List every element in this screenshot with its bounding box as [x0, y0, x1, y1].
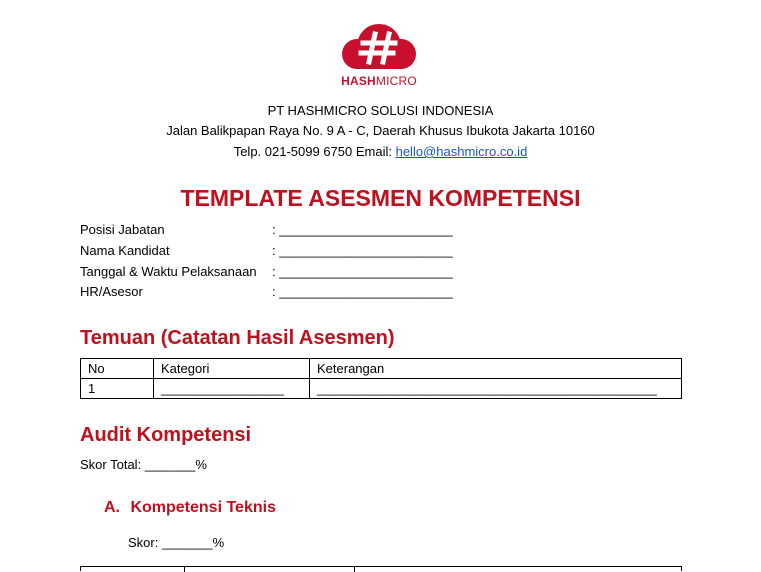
company-contact — [0, 144, 761, 159]
header-cell-no: No — [81, 359, 154, 379]
teknis-title: Kompetensi Teknis — [130, 499, 276, 516]
audit-heading: Audit Kompetensi — [80, 424, 252, 446]
field-blank: : ________________________ — [272, 222, 453, 237]
field-label: HR/Asesor — [80, 284, 143, 299]
document-title: TEMPLATE ASESMEN KOMPETENSI — [180, 185, 581, 211]
email-link[interactable]: hello@hashmicro.co.id — [395, 144, 528, 159]
temuan-heading: Temuan (Catatan Hasil Asesmen) — [80, 327, 395, 349]
field-blank: : ________________________ — [272, 243, 453, 258]
teknis-heading — [104, 499, 276, 517]
field-tanggal-waktu — [80, 264, 453, 279]
company-name: PT HASHMICRO SOLUSI INDONESIA — [267, 103, 494, 118]
logo-wordmark: HASHMICRO — [341, 74, 417, 88]
field-hr-asesor — [80, 284, 453, 299]
contact-phone: Telp. 021-5099 6750 Email: — [233, 144, 396, 159]
field-blank: : ________________________ — [272, 284, 453, 299]
field-blank: : ________________________ — [272, 264, 453, 279]
field-posisi-jabatan — [80, 222, 453, 237]
hashmicro-logo — [339, 22, 419, 90]
teknis-score: Skor: _______% — [128, 535, 225, 550]
table-cell: _______________________________________________ — [310, 379, 682, 399]
list-marker: A. — [104, 499, 120, 516]
table-divider — [354, 567, 355, 572]
table-row — [81, 379, 682, 399]
field-label: Tanggal & Waktu Pelaksanaan — [80, 264, 257, 279]
table-cell: 1 — [81, 379, 154, 399]
table-cell: _________________ — [154, 379, 310, 399]
table-header-row — [81, 359, 682, 379]
cloud-hash-icon — [339, 22, 419, 74]
header-cell-kategori: Kategori — [154, 359, 310, 379]
table-divider — [184, 567, 185, 572]
field-nama-kandidat — [80, 243, 453, 258]
temuan-table — [80, 358, 682, 399]
field-label: Nama Kandidat — [80, 243, 170, 258]
header-cell-keterangan: Keterangan — [310, 359, 682, 379]
teknis-table-top — [80, 566, 682, 571]
company-address: Jalan Balikpapan Raya No. 9 A - C, Daerah Khusus Ibukota Jakarta 10160 — [166, 123, 595, 138]
audit-total-score: Skor Total: _______% — [80, 457, 207, 472]
field-label: Posisi Jabatan — [80, 222, 165, 237]
